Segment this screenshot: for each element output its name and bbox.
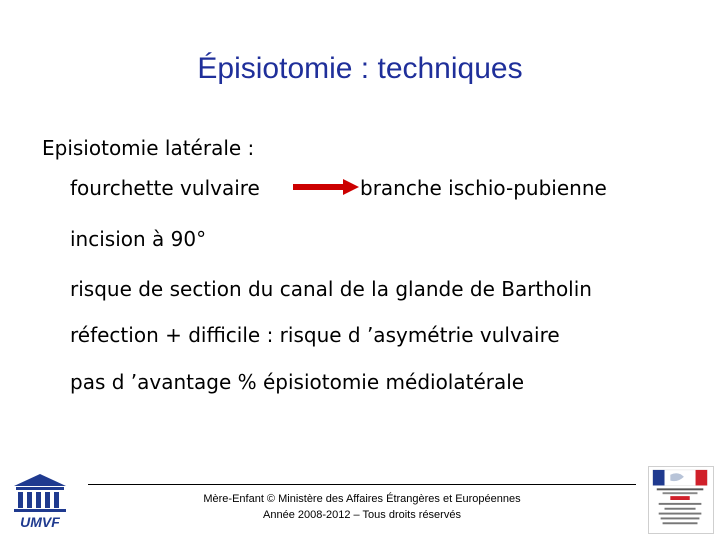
point-refection: réfection + difficile : risque d ’asymétrie vulvaire [70,323,560,347]
footer-years: Année 2008-2012 – Tous droits réservés [263,509,461,521]
right-arrow-icon [293,179,359,195]
footer [88,491,636,523]
umvf-logo-text: UMVF [20,514,60,530]
point-incision: incision à 90° [70,227,207,251]
point-avantage: pas d ’avantage % épisiotomie médiolatérale [70,370,525,394]
ministere-emblem [649,467,713,533]
section-heading: Episiotomie latérale : [42,136,255,160]
arrow-source-text: fourchette vulvaire [70,176,260,200]
arrow-target-text: branche ischio-pubienne [360,176,607,200]
umvf-logo [8,472,72,530]
slide-title: Épisiotomie : techniques [197,52,523,85]
ministere-logo [648,466,714,534]
footer-divider [88,484,636,485]
footer-copyright: Mère-Enfant © Ministère des Affaires Étrangères et Européennes [203,493,521,505]
point-risque-section: risque de section du canal de la glande de Bartholin [70,277,592,301]
